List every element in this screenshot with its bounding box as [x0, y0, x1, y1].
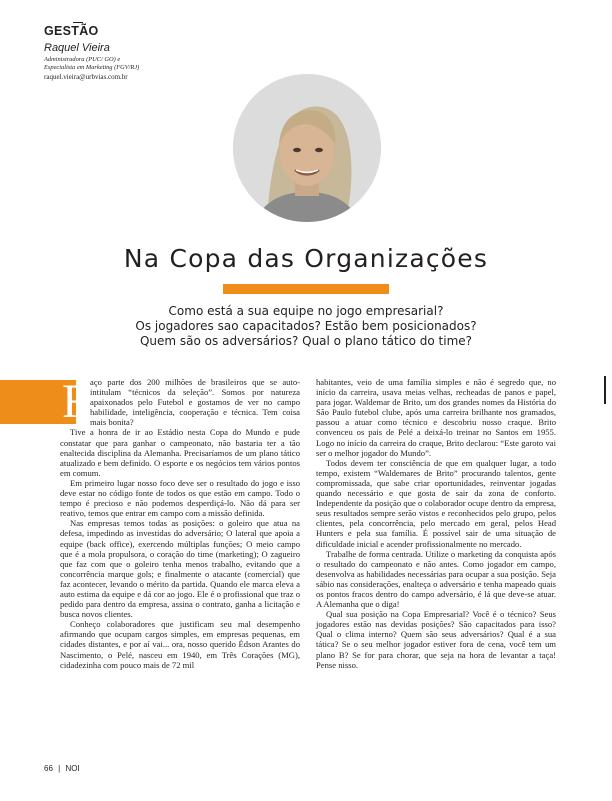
paragraph: aço parte dos 200 milhões de brasileiros que se auto-intitulam “técnicos da seleção”. Somos por natureza apaixonados pelo Futebol e gostamos de ver no campo habilidade, inteligência, cooperação e técnica. Tem coisa mais bonita? [90, 377, 300, 428]
paragraph: habitantes, veio de uma família simples e não é segredo que, no início da carreira, usava meias velhas, recheadas de panos e papel, para jogar. Waldemar de Brito, um dos grandes nomes da História do São Paulo futebol clube, após uma carreira brilhante nos gramados, passou a atuar como técnico e descobriu nosso craque. Brito convenceu os pais de Pelé a deixá-lo treinar no Santos em 1955. Logo no início da carreira do craque, Brito declarou: “Este garoto vai ser o melhor jogador do Mundo”. [316, 377, 556, 458]
paragraph: Nas empresas temos todas as posições: o goleiro que atua na defesa, impedindo as investidas do adversário; O lateral que apoia a equipe (back office), exercendo múltiplas funções; O meio campo que é a mola propulsora, o coração do time (marketing); O zagueiro que faz com que o goleiro tenha menos trabalho, evitando que a concorrência marque gols; e finalmente o atacante (comercial) que faz acontecer, levando o mérito da partida. Quando ele marca eleva a auto estima da equipe e dá cor ao jogo. Ele é o profissional que traz o pedido para dentro da empresa, assina o contrato, ganha a licitação e busca novos clientes. [60, 518, 300, 620]
author-portrait-image [233, 74, 381, 222]
dropcap-letter: F [62, 375, 89, 428]
paragraph: Tive a honra de ir ao Estádio nesta Copa do Mundo e pude constatar que para ganhar o campeonato, não bastaria ter a tão enaltecida disciplina da Alemanha. Precisaríamos de um plano tático atualizado e bem definido. O esporte e os negócios tem vários pontos em comum. [60, 427, 300, 478]
author-role-line-1: Administradora (PUC/ GO) e [44, 56, 121, 63]
section-mark [73, 22, 83, 23]
title-underline-bar [223, 284, 389, 294]
paragraph: Trabalhe de forma centrada. Utilize o marketing da conquista após o resultado do campeonato e não antes. Como jogador em campo, desenvolva as habilidades necessárias para ocupar a sua posição. Seja sábio nas considerações, enalteça o adversário e tenha mapeado quais os pontos fracos dentro do campo adversário, é lá que deve-se atuar. A Alemanha que o diga! [316, 548, 556, 610]
page-footer [44, 764, 80, 773]
subtitle-line-1: Como está a sua equipe no jogo empresarial? [168, 304, 444, 318]
author-name: Raquel Vieira [44, 42, 110, 54]
article-title: Na Copa das Organizações [123, 244, 489, 273]
article-column-right [316, 377, 556, 670]
paragraph: Todos devem ter consciência de que em qualquer lugar, a todo tempo, existem “Waldemares de Brito” procurando talentos, gente compromissada, que sabe criar oportunidades, reinventar jogadas quando necessário e que gosta de sair da zona de conforto. Independente da posição que o colaborador ocupe dentro da empresa, seus resultados sempre serão vistos e reconhecidos pelo grupo, pelos clientes, pela concorrência, pelo mercado em geral, pelos Head Hunters e pela sua família. É possível sair de uma situação de dificuldade inicial e acender profissionalmente no mercado. [316, 457, 556, 549]
author-role-line-2: Especialista em Marketing (FGV/RJ) [44, 64, 140, 71]
page-number: 66 [44, 764, 53, 773]
magazine-name: NOI [65, 764, 80, 773]
paragraph: Conheço colaboradores que justificam seu mal desempenho afirmando que ocupam cargos simples, em empresas pequenas, em cidades distantes, e por aí vai... ora, nosso querido Édson Arantes do Nascimento, o Pelé, nasceu em 1940, em Três Corações (MG), cidadezinha com pouco mais de 72 mil [60, 619, 300, 670]
section-label: GESTÃO [44, 24, 99, 38]
paragraph: Em primeiro lugar nosso foco deve ser o resultado do jogo e isso deve estar no código fonte de todos os que estão em campo. Todo o tempo é precioso e não podemos desperdiçá-lo. Não dá para ser reativo, temos que entrar em campo com a missão definida. [60, 477, 300, 519]
article-subtitle [100, 304, 512, 349]
subtitle-line-2: Os jogadores sao capacitados? Estão bem posicionados? [135, 319, 477, 333]
subtitle-line-3: Quem são os adversários? Qual o plano tático do time? [139, 334, 473, 348]
footer-separator: | [58, 764, 61, 773]
page-edge-mark [604, 376, 606, 404]
author-email: raquel.vieira@urbvias.com.br [44, 73, 128, 81]
article-column-left [60, 377, 300, 670]
paragraph: Qual sua posição na Copa Empresarial? Você é o técnico? Seus jogadores estão nas devidas posições? São capacitados para isso? Qual o clima interno? Quem são seus adversários? Qual é a sua tática? Se o seu melhor jogador estiver fora de cena, você tem um plano B? Se for para chorar, que seja na hora de levantar a taça! Pense nisso. [316, 609, 556, 670]
author-photo [233, 74, 381, 222]
